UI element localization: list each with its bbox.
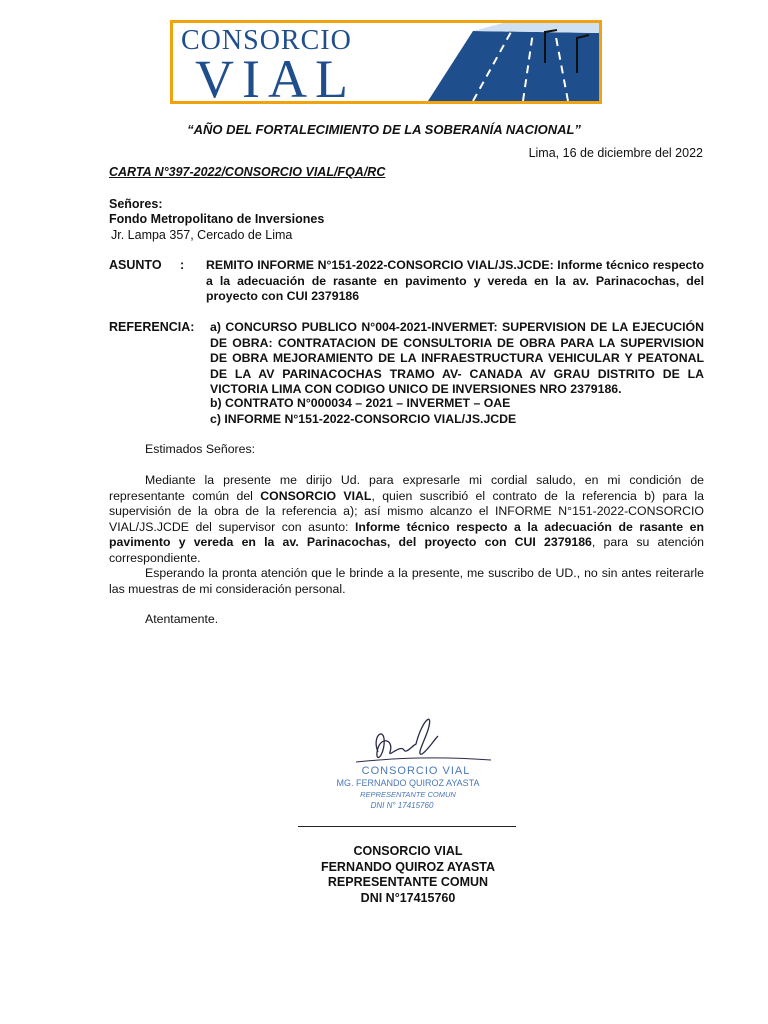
- signer-name: FERNANDO QUIROZ AYASTA: [320, 859, 496, 874]
- signer-dni: DNI N°17415760: [360, 890, 456, 905]
- signature-stamp: [316, 700, 516, 820]
- paragraph1-part2: , quien suscribió el contrato de la referencia b) para la supervisión de la obra de la referencia a); así mismo alcanzo el INFORME N°151-2022-CONSORCIO VIAL/JS.JCDE del supervisor con asunto:: [109, 488, 705, 534]
- consorcio-vial-logo: [170, 20, 602, 104]
- paragraph1-bold2: Informe técnico respecto a la adecuación de rasante en pavimento y vereda en la av. Parinacochas, del proyecto con CUI 2379186: [109, 519, 704, 549]
- greeting: Estimados Señores:: [145, 442, 256, 456]
- reference-b: b) CONTRATO N°000034 – 2021 – INVERMET – OAE: [210, 396, 511, 410]
- signer-title: REPRESENTANTE COMUN: [327, 875, 489, 889]
- subject-text: [206, 258, 704, 305]
- logo-line1: CONSORCIO: [181, 25, 352, 56]
- stamp-line1: CONSORCIO VIAL: [361, 765, 471, 777]
- body-paragraph-1: [109, 473, 704, 566]
- signer-organization: CONSORCIO VIAL: [353, 844, 463, 858]
- recipient-salutation: Señores:: [109, 197, 163, 211]
- stamp-line2: MG. FERNANDO QUIROZ AYASTA: [336, 778, 480, 788]
- logo-line2: VIAL: [195, 49, 356, 101]
- paragraph1-part3: , para su atención correspondiente.: [109, 535, 704, 565]
- letter-reference-number: CARTA N°397-2022/CONSORCIO VIAL/FQA/RC: [109, 165, 386, 179]
- signature-underline: [356, 758, 491, 762]
- recipient-name: Fondo Metropolitano de Inversiones: [109, 212, 325, 226]
- paragraph1-bold1: CONSORCIO VIAL: [260, 488, 372, 503]
- closing: Atentamente.: [145, 612, 219, 626]
- logo-graphic: [173, 23, 599, 101]
- subject-colon: :: [180, 258, 185, 272]
- stamp-line4: DNI N° 17415760: [370, 801, 434, 810]
- institutional-motto: “AÑO DEL FORTALECIMIENTO DE LA SOBERANÍA NACIONAL”: [187, 122, 581, 137]
- subject-label: ASUNTO: [109, 258, 162, 272]
- reference-a: a) CONCURSO PUBLICO N°004-2021-INVERMET: SUPERVISION DE LA EJECUCIÓN DE OBRA: CONTRATACION DE CONSULTORIA DE OBRA PARA LA SUPERVISION DE OBRA MEJORAMIENTO DE LA INFRAESTRUCTURA VEHICULAR Y PEATONAL DE LA AV PARINACOCHAS TRAMO AV- CANADA AV GRAU DISTRITO DE LA VICTORIA LIMA CON CODIGO UNICO DE INVERSIONES NRO 2379186.: [210, 320, 704, 396]
- signature-block: [290, 844, 526, 906]
- reference-label: REFERENCIA:: [109, 320, 195, 334]
- recipient-address: Jr. Lampa 357, Cercado de Lima: [111, 228, 293, 242]
- signature-line: [298, 826, 516, 827]
- stamp-line3: REPRESENTANTE COMUN: [360, 790, 456, 799]
- letter-date: Lima, 16 de diciembre del 2022: [528, 146, 703, 160]
- body-paragraph-2: Esperando la pronta atención que le brinde a la presente, me suscribo de UD., no sin antes reiterarle las muestras de mi consideración personal.: [109, 566, 704, 596]
- subject-text-content: REMITO INFORME N°151-2022-CONSORCIO VIAL/JS.JCDE: Informe técnico respecto a la adecuación de rasante en pavimento y vereda en la av. Parinacochas, del proyecto con CUI 2379186: [206, 258, 704, 303]
- road-icon: [428, 23, 599, 101]
- paragraph1-part1: Mediante la presente me dirijo Ud. para expresarle mi cordial saludo, en mi condición de representante común del: [109, 473, 704, 503]
- reference-c: c) INFORME N°151-2022-CONSORCIO VIAL/JS.JCDE: [210, 412, 517, 426]
- handwritten-signature-icon: [376, 719, 438, 757]
